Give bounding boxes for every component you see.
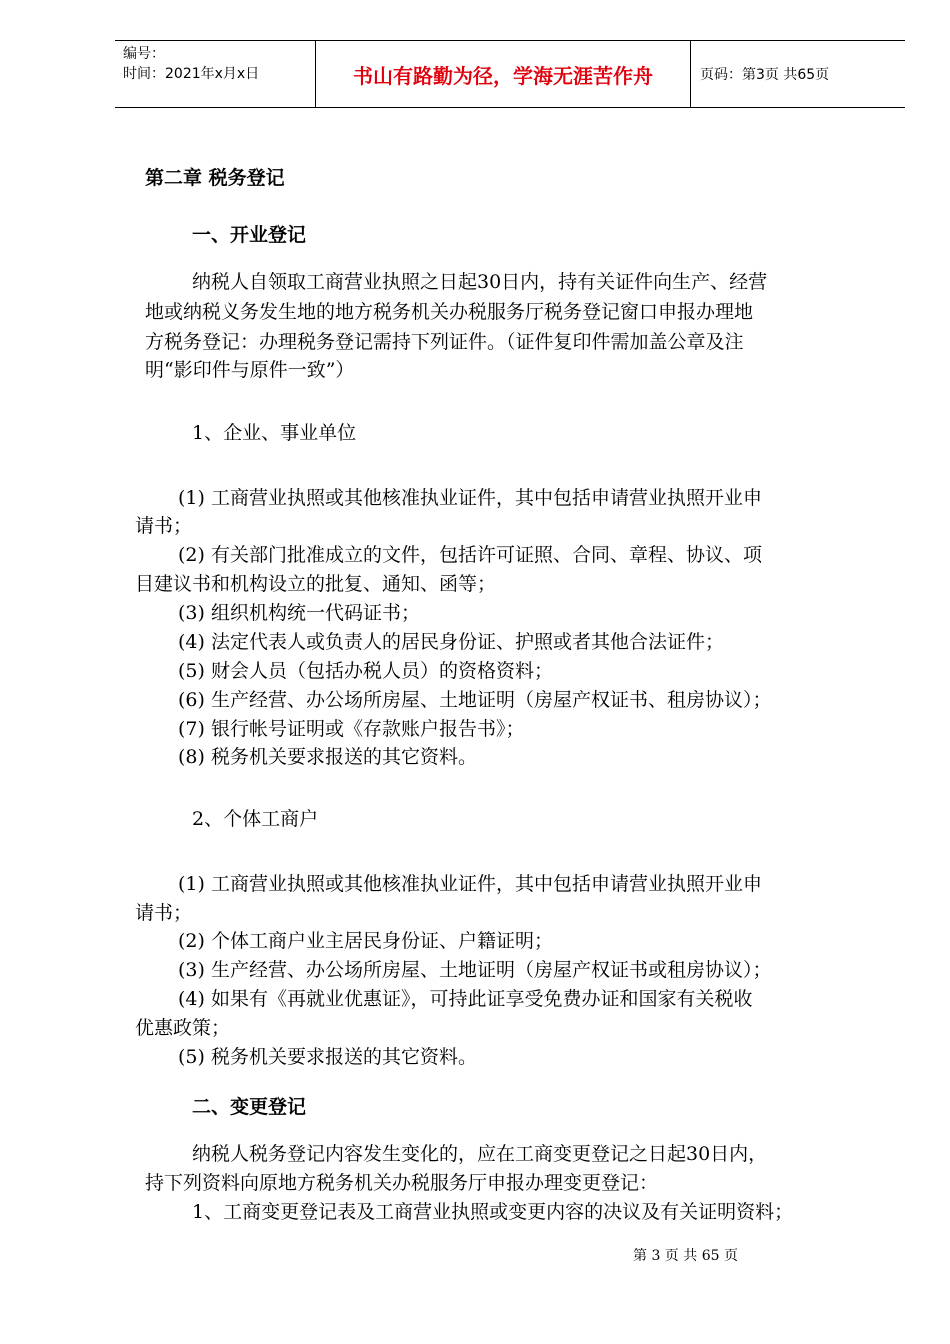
header-meta	[115, 41, 315, 107]
subsection-title-enterprise: 1、企业、事业单位	[192, 422, 357, 444]
list-item: (6) 生产经营、办公场所房屋、土地证明（房屋产权证书、租房协议）；	[178, 689, 772, 711]
list-item: 目建议书和机构设立的批复、通知、函等；	[135, 573, 497, 595]
list-item: (5) 财会人员（包括办税人员）的资格资料；	[178, 660, 553, 682]
list-item: (1) 工商营业执照或其他核准执业证件，其中包括申请营业执照开业申	[178, 487, 762, 509]
list-item: (3) 生产经营、办公场所房屋、土地证明（房屋产权证书或租房协议）；	[178, 959, 772, 981]
list-item: 优惠政策；	[135, 1017, 231, 1039]
list-item: (7) 银行帐号证明或《存款账户报告书》；	[178, 718, 525, 740]
list-item: (1) 工商营业执照或其他核准执业证件，其中包括申请营业执照开业申	[178, 873, 762, 895]
list-item: (3) 组织机构统一代码证书；	[178, 602, 420, 624]
list-item: (4) 如果有《再就业优惠证》，可持此证享受免费办证和国家有关税收	[178, 988, 753, 1010]
list-item: (2) 有关部门批准成立的文件，包括许可证照、合同、章程、协议、项	[178, 544, 762, 566]
list-item: (2) 个体工商户业主居民身份证、户籍证明；	[178, 930, 553, 952]
paragraph-line: 明“影印件与原件一致”）	[145, 359, 355, 381]
document-number-label: 编号：	[123, 46, 165, 62]
list-item: 请书；	[135, 515, 193, 537]
list-item: (4) 法定代表人或负责人的居民身份证、护照或者其他合法证件；	[178, 631, 724, 653]
header-page-info-cell	[690, 41, 905, 107]
paragraph-line: 地或纳税义务发生地的地方税务机关办税服务厅税务登记窗口申报办理地	[145, 301, 754, 323]
chapter-title: 第二章 税务登记	[145, 167, 285, 189]
paragraph-line: 纳税人税务登记内容发生变化的，应在工商变更登记之日起30日内，	[192, 1143, 768, 1165]
header-motto: 书山有路勤为径，学海无涯苦作舟	[353, 63, 653, 88]
header-motto-cell	[315, 41, 691, 107]
section-title-change-registration: 二、变更登记	[192, 1096, 307, 1118]
paragraph-line: 1、工商变更登记表及工商营业执照或变更内容的决议及有关证明资料；	[192, 1201, 794, 1223]
subsection-title-individual: 2、个体工商户	[192, 808, 319, 830]
list-item: (8) 税务机关要求报送的其它资料。	[178, 746, 477, 768]
section-title-open-registration: 一、开业登记	[192, 224, 307, 246]
document-time-label: 时间：2021年x月x日	[123, 66, 260, 82]
list-item: (5) 税务机关要求报送的其它资料。	[178, 1046, 477, 1068]
page-header	[115, 40, 905, 108]
paragraph-line: 持下列资料向原地方税务机关办税服务厅申报办理变更登记：	[145, 1172, 659, 1194]
header-page-info: 页码：第3页 共65页	[700, 67, 830, 83]
page-footer: 第 3 页 共 65 页	[633, 1248, 738, 1264]
paragraph-line: 方税务登记：办理税务登记需持下列证件。（证件复印件需加盖公章及注	[145, 331, 744, 353]
paragraph-line: 纳税人自领取工商营业执照之日起30日内，持有关证件向生产、经营	[192, 271, 768, 293]
list-item: 请书；	[135, 902, 193, 924]
